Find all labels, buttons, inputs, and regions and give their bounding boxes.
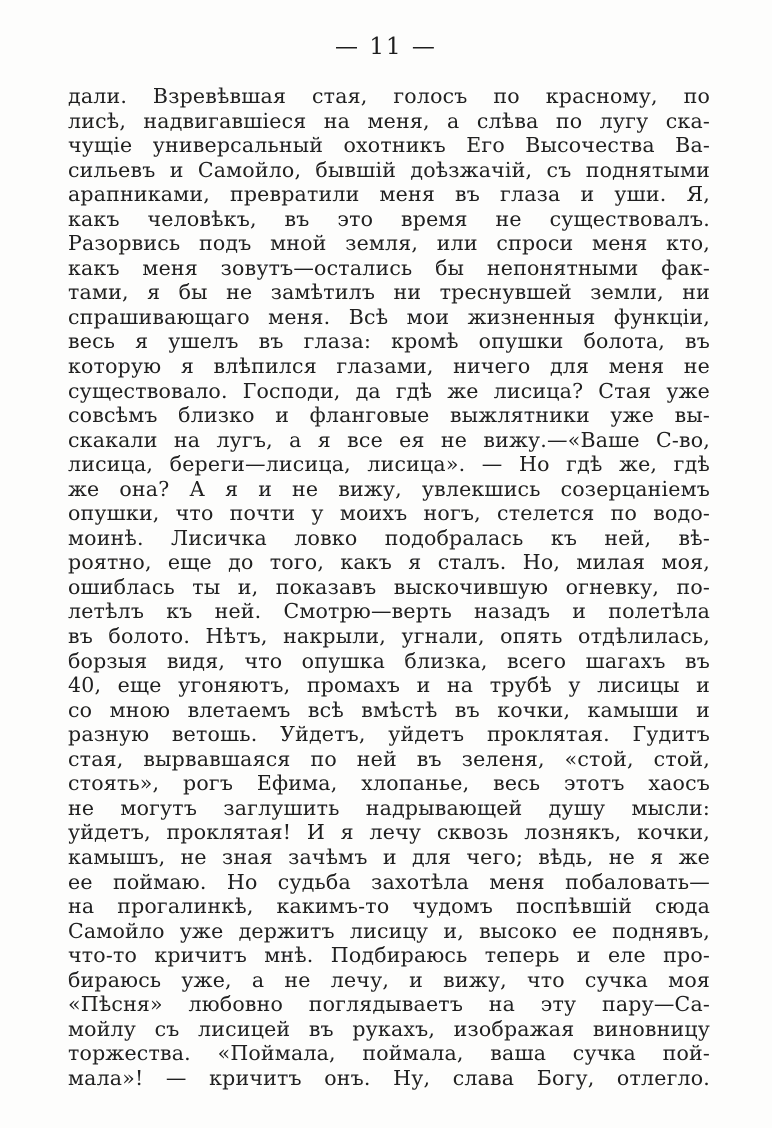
text-line: борзыя видя, что опушка близка, всего шагахъ въ: [68, 648, 710, 673]
text-line: существовало. Господи, да гдѣ же лисица? Стая уже: [68, 378, 710, 403]
text-line: лисица, береги—лисица, лисица». — Но гдѣ же, гдѣ: [68, 452, 710, 477]
text-line: совсѣмъ близко и фланговые выжлятники уже вы-: [68, 403, 710, 428]
text-line: весь я ушелъ въ глаза: кромѣ опушки болота, въ: [68, 329, 710, 354]
text-line: опушки, что почти у моихъ ногъ, стелется по водо-: [68, 501, 710, 526]
text-line: какъ человѣкъ, въ это время не существовалъ.: [68, 206, 710, 231]
text-line: камышъ, не зная зачѣмъ и для чего; вѣдь, не я же: [68, 844, 710, 869]
text-line: на прогалинкѣ, какимъ-то чудомъ поспѣвшій сюда: [68, 894, 710, 919]
text-line: стоять», рогъ Ефима, хлопанье, весь этотъ хаосъ: [68, 771, 710, 796]
page-number: — 11 —: [335, 34, 437, 60]
text-line: дали. Взревѣвшая стая, голосъ по красному, по: [68, 84, 710, 108]
text-line: «Пѣсня» любовно поглядываетъ на эту пару—Са-: [68, 992, 710, 1017]
text-line: спрашивающаго меня. Всѣ мои жизненныя функціи,: [68, 304, 710, 329]
text-line: ее поймаю. Но судьба захотѣла меня побаловать—: [68, 869, 710, 894]
body-text: [68, 84, 710, 1090]
text-line: моинѣ. Лисичка ловко подобралась къ ней, вѣ-: [68, 525, 710, 550]
text-line: мала»! — кричитъ онъ. Ну, слава Богу, отлегло.: [68, 1065, 710, 1090]
text-line: сильевъ и Самойло, бывшій доѣзжачій, съ поднятыми: [68, 157, 710, 182]
text-line: 40, еще угоняютъ, промахъ и на трубѣ у лисицы и: [68, 673, 710, 698]
text-line: со мною влетаемъ всѣ вмѣстѣ въ кочки, камыши и: [68, 697, 710, 722]
text-line: разную ветошь. Уйдетъ, уйдетъ проклятая. Гудитъ: [68, 722, 710, 747]
text-line: чущіе универсальный охотникъ Его Высочества Ва-: [68, 133, 710, 158]
text-line: Разорвись подъ мной земля, или спроси меня кто,: [68, 231, 710, 256]
text-line: бираюсь уже, а не лечу, и вижу, что сучка моя: [68, 967, 710, 992]
text-line: Самойло уже держитъ лисицу и, высоко ее поднявъ,: [68, 918, 710, 943]
text-line: мойлу съ лисицей въ рукахъ, изображая виновницу: [68, 1016, 710, 1041]
text-line: не могутъ заглушить надрывающей душу мысли:: [68, 795, 710, 820]
text-line: уйдетъ, проклятая! И я лечу сквозь лознякъ, кочки,: [68, 820, 710, 845]
text-line: какъ меня зовутъ—остались бы непонятными фак-: [68, 255, 710, 280]
text-line: арапниками, превратили меня въ глаза и уши. Я,: [68, 182, 710, 207]
text-line: летѣлъ къ ней. Смотрю—верть назадъ и полетѣла: [68, 599, 710, 624]
text-line: которую я влѣпился глазами, ничего для меня не: [68, 354, 710, 379]
text-line: лисѣ, надвигавшіеся на меня, а слѣва по лугу ска-: [68, 108, 710, 133]
text-line: въ болото. Нѣтъ, накрыли, угнали, опять отдѣлилась,: [68, 624, 710, 649]
text-line: роятно, еще до того, какъ я сталъ. Но, милая моя,: [68, 550, 710, 575]
text-line: же она? А я и не вижу, увлекшись созерцаніемъ: [68, 476, 710, 501]
text-line: что-то кричитъ мнѣ. Подбираюсь теперь и еле про-: [68, 943, 710, 968]
text-line: скакали на лугъ, а я все ея не вижу.—«Ваше С-во,: [68, 427, 710, 452]
text-line: ошиблась ты и, показавъ выскочившую огневку, по-: [68, 574, 710, 599]
text-line: стая, вырвавшаяся по ней въ зеленя, «стой, стой,: [68, 746, 710, 771]
text-line: тами, я бы не замѣтилъ ни треснувшей земли, ни: [68, 280, 710, 305]
text-line: торжества. «Поймала, поймала, ваша сучка пой-: [68, 1041, 710, 1066]
